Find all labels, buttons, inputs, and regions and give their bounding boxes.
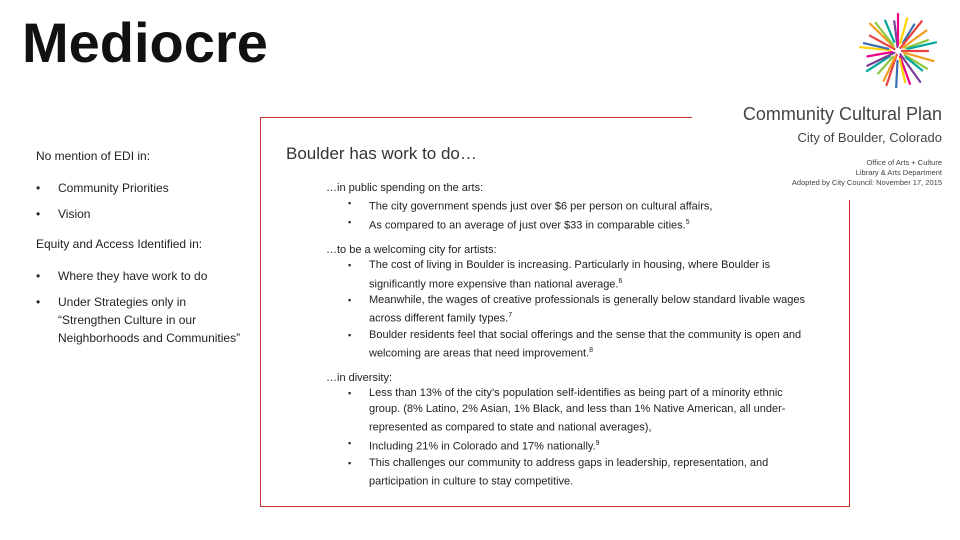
list-item: ▪ The cost of living in Boulder is increasing. Particularly in housing, where Boulder is significantly more expensive than national average.$^6$ (348, 259, 771, 291)
square-bullet-icon: ▪ (348, 329, 352, 340)
section-heading: …to be a welcoming city for artists: (326, 244, 497, 257)
edi-missing-list (36, 179, 241, 223)
square-bullet-icon: ▪ (348, 388, 352, 399)
cultural-plan-cover (692, 88, 956, 200)
list-item: ▪ Boulder residents feel that social offerings and the sense that the community is open and welcoming are areas that need improvement.$^8$ (348, 328, 802, 360)
bullet-icon: • (36, 269, 41, 283)
section-welcoming-city (326, 243, 806, 362)
list-item: ▪ The city government spends just over $6 per person on cultural affairs, (348, 198, 713, 213)
list-item: • Where they have work to do (36, 269, 208, 283)
left-column (36, 148, 241, 360)
section-heading: …in diversity: (326, 372, 393, 385)
square-bullet-icon: ▪ (348, 294, 352, 305)
slide-title: Mediocre (22, 11, 268, 74)
square-bullet-icon: ▪ (348, 260, 352, 271)
plan-city: City of Boulder, Colorado (797, 130, 942, 145)
equity-heading: Equity and Access Identified in: (36, 237, 203, 251)
bullet-icon: • (36, 207, 41, 221)
list-item: ▪ This challenges our community to address gaps in leadership, representation, and participation in culture to stay competitive. (348, 456, 769, 488)
square-bullet-icon: ▪ (348, 198, 352, 208)
section-heading: …in public spending on the arts: (326, 182, 484, 194)
plan-title: Community Cultural Plan (742, 104, 942, 124)
list-item: ▪ Including 21% in Colorado and 17% nationally.$^9$ (348, 438, 600, 454)
edi-heading: No mention of EDI in: (36, 149, 151, 163)
logo-ray (896, 61, 897, 90)
equity-list (36, 267, 241, 347)
list-item: • Vision (36, 207, 91, 221)
document-title: Boulder has work to do… (286, 144, 477, 163)
square-bullet-icon: ▪ (348, 217, 352, 228)
list-item: • Community Priorities (36, 181, 169, 195)
list-item: ▪ As compared to an average of just over $33 in comparable cities.$^5$ (348, 217, 690, 232)
starburst-logo-icon (858, 11, 938, 91)
square-bullet-icon: ▪ (348, 438, 352, 449)
plan-credits: Office of Arts + Culture Library & Arts Department Adopted by City Council: November 17, 2015 (791, 158, 942, 187)
list-item: • Under Strategies only in “Strengthen Culture in our Neighborhoods and Communities” (36, 295, 241, 345)
bullet-icon: • (36, 181, 41, 195)
section-diversity (326, 371, 806, 490)
square-bullet-icon: ▪ (348, 457, 352, 468)
document-body (326, 181, 806, 499)
list-item: ▪ Meanwhile, the wages of creative professionals is generally below standard livable wages across different family types.$^7$ (348, 293, 805, 326)
list-item: ▪ Less than 13% of the city’s population self-identifies as being part of a minority ethnic group. (8% Latino, 2% Asian, 1% Black, and less than 1% Native American, all under-represented as compared to state and national averages), (348, 387, 786, 434)
bullet-icon: • (36, 295, 41, 309)
